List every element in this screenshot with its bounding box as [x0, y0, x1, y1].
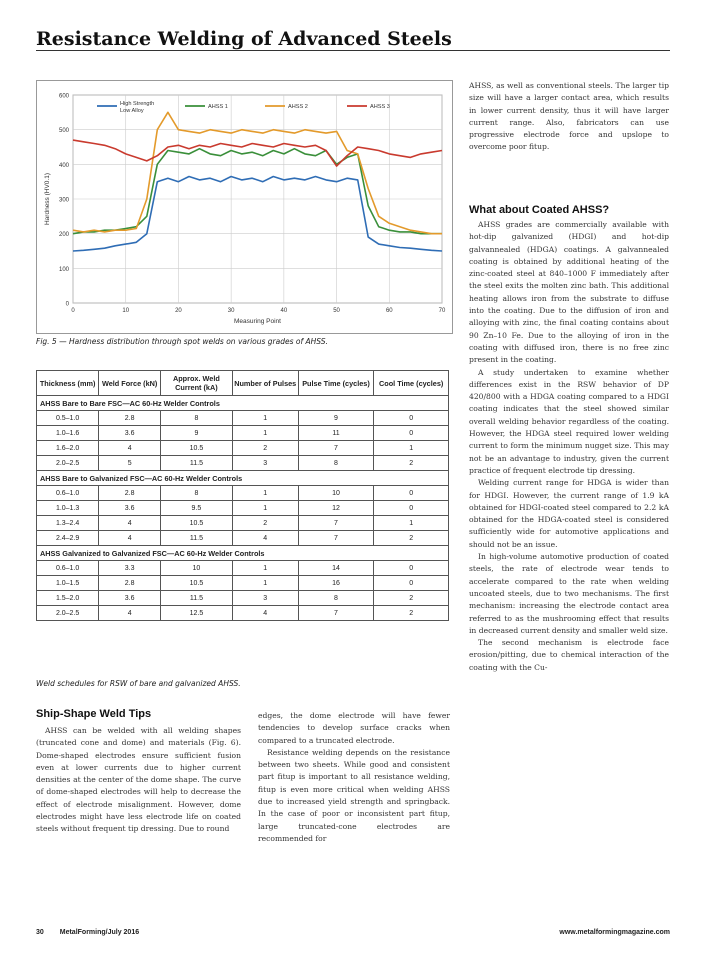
table-caption: Weld schedules for RSW of bare and galvanized AHSS. [36, 679, 241, 688]
table-row [37, 411, 449, 426]
table-cell: 11.5 [161, 456, 233, 471]
table-section-title: AHSS Bare to Bare FSC—AC 60-Hz Welder Controls [37, 396, 449, 411]
table-cell: 1.0–1.3 [37, 501, 99, 516]
table-header-cell: Thickness (mm) [37, 371, 99, 396]
page-title: Resistance Welding of Advanced Steels [36, 28, 452, 50]
table-section-row [37, 471, 449, 486]
page-number: 30 [36, 929, 44, 936]
table-cell: 14 [298, 561, 374, 576]
table-cell: 8 [161, 486, 233, 501]
table-cell: 1.0–1.5 [37, 576, 99, 591]
table-cell: 0.6–1.0 [37, 486, 99, 501]
table-row [37, 591, 449, 606]
table-cell: 9 [298, 411, 374, 426]
footer-left [36, 929, 139, 936]
table-row [37, 516, 449, 531]
table-cell: 2.8 [99, 486, 161, 501]
table-cell: 16 [298, 576, 374, 591]
paragraph: AHSS grades are commercially available with hot-dip galvanized (HDGI) and hot-dip galvannealed (HDGA) coatings. A galvannealed coating is obtained by additional heating of the zinc-coated steel at 840–1000 F immediately after the steel exits the molten zinc bath. This additional heating allows iron from the substrate to diffuse into the coating. Due to the diffusion of iron and alloying with zinc, the final coating contains about 90 Zn–10 Fe. Due to the alloying of iron in the coating with diffused iron, there is no free zinc present in the coating. [469, 220, 669, 365]
y-tick-label: 600 [58, 93, 69, 100]
table-cell: 12 [298, 501, 374, 516]
table-cell: 4 [99, 531, 161, 546]
table-row [37, 531, 449, 546]
table-cell: 2.8 [99, 411, 161, 426]
table-cell: 1.0–1.6 [37, 426, 99, 441]
title-rule [36, 50, 670, 51]
x-tick-label: 10 [122, 308, 130, 314]
table-cell: 2 [374, 531, 449, 546]
table-row [37, 501, 449, 516]
table-cell: 8 [298, 456, 374, 471]
table-cell: 9.5 [161, 501, 233, 516]
right-column-top [469, 80, 669, 154]
table-cell: 10.5 [161, 576, 233, 591]
table-row [37, 561, 449, 576]
table-row [37, 456, 449, 471]
section-heading-coated-ahss: What about Coated AHSS? [469, 204, 610, 216]
table-cell: 3.6 [99, 426, 161, 441]
table-cell: 3 [232, 591, 298, 606]
table-cell: 8 [161, 411, 233, 426]
table-cell: 3 [232, 456, 298, 471]
table-cell: 0 [374, 411, 449, 426]
table-cell: 8 [298, 591, 374, 606]
table-cell: 2.0–2.5 [37, 456, 99, 471]
table-header-cell: Cool Time (cycles) [374, 371, 449, 396]
table-cell: 11.5 [161, 531, 233, 546]
right-column-body [469, 219, 669, 674]
table-cell: 2 [232, 516, 298, 531]
table-row [37, 441, 449, 456]
table-row [37, 426, 449, 441]
table-cell: 10.5 [161, 441, 233, 456]
table-cell: 9 [161, 426, 233, 441]
x-tick-label: 30 [227, 308, 235, 314]
y-tick-label: 300 [58, 197, 69, 204]
table-row [37, 576, 449, 591]
y-tick-label: 100 [58, 266, 69, 273]
table-cell: 5 [99, 456, 161, 471]
table-cell: 1 [232, 426, 298, 441]
table-header-cell: Number of Pulses [232, 371, 298, 396]
paragraph: In high-volume automotive production of coated steels, the rate of electrode wear tends to accelerate compared to the rate when welding uncoated steels, due to two mechanisms. The first mechanism: increasing the electrode contact area referred to as the mushrooming effect that results in decreased current density and smaller weld size. [469, 552, 669, 635]
table-row [37, 606, 449, 621]
legend-label: Low Alloy [120, 108, 144, 114]
table-section-title: AHSS Galvanized to Galvanized FSC—AC 60-Hz Welder Controls [37, 546, 449, 561]
table-header-row [37, 371, 449, 396]
table-cell: 1 [232, 501, 298, 516]
table-cell: 4 [232, 531, 298, 546]
table-cell: 7 [298, 516, 374, 531]
footer-url: www.metalformingmagazine.com [559, 929, 670, 936]
table-header-cell: Weld Force (kN) [99, 371, 161, 396]
table-row [37, 486, 449, 501]
weld-schedule-table [36, 370, 449, 621]
table-cell: 2.4–2.9 [37, 531, 99, 546]
x-tick-label: 0 [71, 308, 75, 314]
x-tick-label: 70 [438, 308, 446, 314]
magazine-issue: MetalForming/July 2016 [59, 929, 140, 936]
table-cell: 0 [374, 576, 449, 591]
table-cell: 1 [374, 441, 449, 456]
table-cell: 7 [298, 531, 374, 546]
table-cell: 4 [99, 441, 161, 456]
x-tick-label: 20 [175, 308, 182, 314]
ship-shape-column-2 [258, 710, 450, 845]
y-tick-label: 0 [65, 301, 69, 308]
paragraph: A study undertaken to examine whether differences exist in the RSW behavior of DP 420/800 with a HDGA coating compared to a HDGI coating indicates that the steel showed similar overall welding behavior regardless of the coating. However, the HDGA steel required lower welding current to form the minimum nugget size. This may not be an advantage to industry, given the current practice of frequent electrode tip dressing. [469, 367, 669, 475]
table-cell: 1.3–2.4 [37, 516, 99, 531]
table-cell: 3.6 [99, 501, 161, 516]
table-cell: 4 [99, 516, 161, 531]
legend-label: High Strength [120, 101, 155, 107]
table-cell: 11 [298, 426, 374, 441]
table-cell: 0 [374, 561, 449, 576]
table-cell: 2.0–2.5 [37, 606, 99, 621]
table-cell: 4 [99, 606, 161, 621]
table-cell: 3.3 [99, 561, 161, 576]
table-cell: 4 [232, 606, 298, 621]
table-cell: 1.6–2.0 [37, 441, 99, 456]
paragraph: Resistance welding depends on the resistance between two sheets. While good and consistent part fitup is important to all resistance welding, fitup is even more critical when welding AHSS due to increased yield strength and springback. In the case of poor or inconsistent part fitup, large truncated-cone electrodes are recommended for [258, 747, 450, 843]
hardness-chart [37, 81, 452, 333]
figure-caption: Fig. 5 — Hardness distribution through spot welds on various grades of AHSS. [36, 337, 328, 346]
table-cell: 0 [374, 486, 449, 501]
paragraph: The second mechanism is electrode face erosion/pitting, due to chemical interaction of the coating with the Cu- [469, 638, 669, 672]
table-cell: 2 [232, 441, 298, 456]
paragraph: edges, the dome electrode will have fewer tendencies to develop surface cracks when compared to a truncated electrode. [258, 711, 450, 745]
table-header-cell: Pulse Time (cycles) [298, 371, 374, 396]
table-cell: 1 [374, 516, 449, 531]
table-cell: 1.5–2.0 [37, 591, 99, 606]
legend-label: AHSS 2 [288, 104, 308, 110]
table-cell: 7 [298, 441, 374, 456]
paragraph: AHSS can be welded with all welding shapes (truncated cone and dome) and materials (Fig. 6). Dome-shaped electrodes ensure sufficient fusion even at lower currents due to higher current densities at the center of the dome shape. The curve of dome-shaped electrodes will help to decrease the effect of electrode misalignment. However, dome electrodes might have less electrode life on coated steels without frequent tip dressing. Due to round [36, 726, 241, 834]
table-header-cell: Approx. Weld Current (kA) [161, 371, 233, 396]
table-cell: 7 [298, 606, 374, 621]
table-cell: 11.5 [161, 591, 233, 606]
section-heading-ship-shape: Ship-Shape Weld Tips [36, 708, 152, 720]
table-cell: 10.5 [161, 516, 233, 531]
table-cell: 10 [298, 486, 374, 501]
table-cell: 1 [232, 486, 298, 501]
table-cell: 1 [232, 561, 298, 576]
y-axis-label: Hardness (HV0.1) [44, 172, 51, 226]
paragraph: AHSS, as well as conventional steels. The larger tip size will have a larger contact area, which results in lower current density, thus it will have larger current range. Also, fabricators can use progressive electrode force and upslope to overcome poor fitup. [469, 81, 669, 152]
y-tick-label: 400 [58, 162, 69, 169]
table-cell: 0.6–1.0 [37, 561, 99, 576]
ship-shape-column-1 [36, 725, 241, 836]
x-tick-label: 60 [385, 308, 393, 314]
x-axis-label: Measuring Point [234, 318, 281, 325]
table-section-row [37, 396, 449, 411]
table-cell: 1 [232, 411, 298, 426]
x-tick-label: 50 [333, 308, 340, 314]
table-cell: 2 [374, 606, 449, 621]
legend-label: AHSS 1 [208, 104, 228, 110]
table-cell: 2 [374, 591, 449, 606]
table-cell: 3.6 [99, 591, 161, 606]
hardness-chart-frame [36, 80, 453, 334]
table-cell: 1 [232, 576, 298, 591]
paragraph: Welding current range for HDGA is wider than for HDGI. However, the current range of 1.9 kA obtained for HDGI-coated steel compared to 2.2 kA obtained for the HDGA-coated steel is considered sufficiently wide for automotive applications and should not be an issue. [469, 478, 669, 549]
table-cell: 0 [374, 426, 449, 441]
legend-label: AHSS 3 [370, 104, 390, 110]
table-section-title: AHSS Bare to Galvanized FSC—AC 60-Hz Welder Controls [37, 471, 449, 486]
x-tick-label: 40 [280, 308, 288, 314]
y-tick-label: 500 [58, 128, 69, 135]
table-cell: 0 [374, 501, 449, 516]
table-cell: 10 [161, 561, 233, 576]
table-cell: 0.5–1.0 [37, 411, 99, 426]
table-section-row [37, 546, 449, 561]
y-tick-label: 200 [58, 232, 69, 239]
table-cell: 12.5 [161, 606, 233, 621]
table-cell: 2.8 [99, 576, 161, 591]
table-cell: 2 [374, 456, 449, 471]
